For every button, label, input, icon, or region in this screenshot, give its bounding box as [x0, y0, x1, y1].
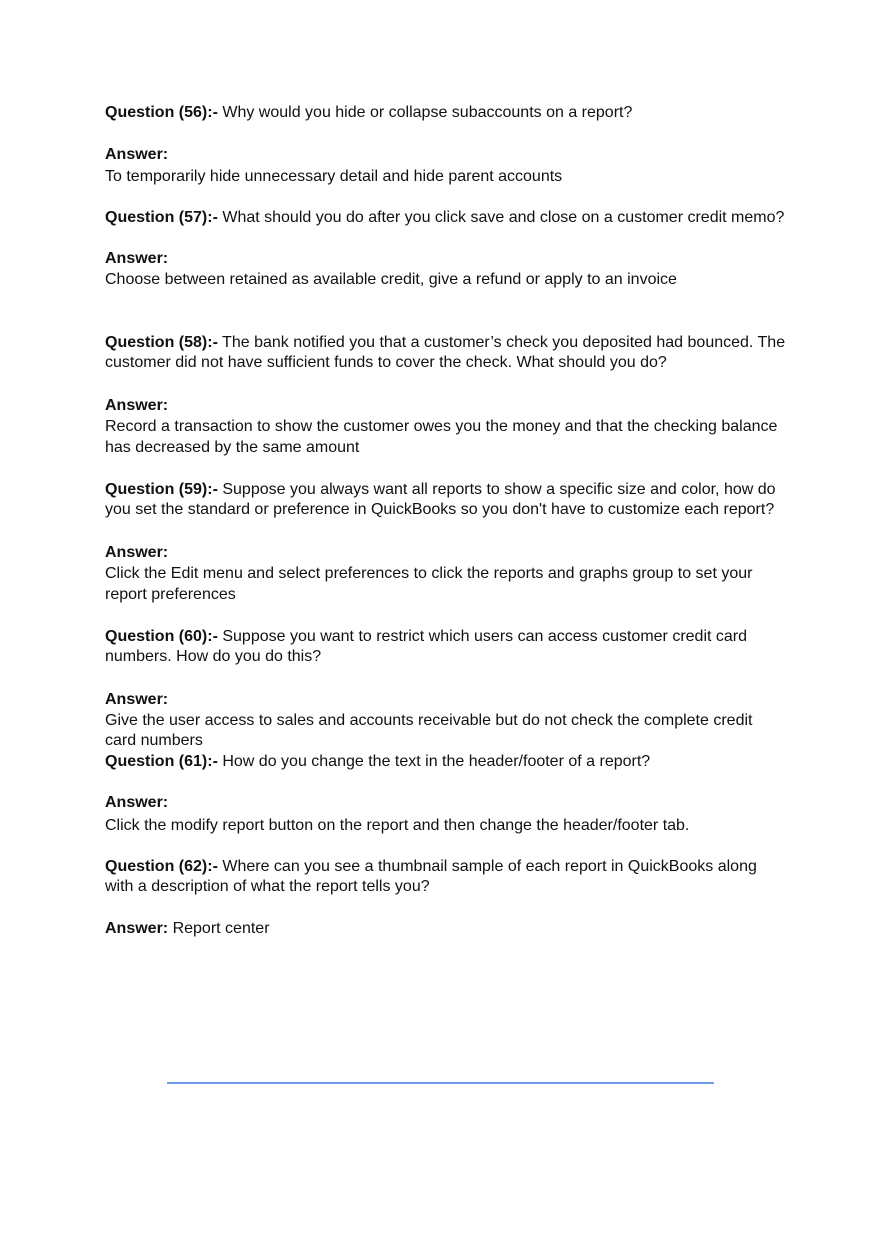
answer-61: Click the modify report button on the report and then change the header/footer tab. [105, 817, 690, 834]
question-58-cont: customer did not have sufficient funds to cover the check. What should you do? [105, 354, 667, 371]
answer-label: Answer: [105, 250, 169, 267]
question-text: How do you change the text in the header/footer of a report? [222, 753, 651, 770]
question-57 [105, 207, 784, 228]
question-text: What should you do after you click save and close on a customer credit memo? [222, 209, 785, 226]
question-label: Question (62):- [105, 858, 218, 875]
question-label: Question (57):- [105, 209, 218, 226]
question-text: The bank notified you that a customer’s check you deposited had bounced. The [222, 334, 786, 351]
answer-62 [105, 918, 270, 939]
question-text: Suppose you always want all reports to show a specific size and color, how do [222, 481, 776, 498]
question-62-cont: with a description of what the report tells you? [105, 878, 430, 895]
question-text: Suppose you want to restrict which users can access customer credit card [222, 628, 748, 645]
answer-56: To temporarily hide unnecessary detail and hide parent accounts [105, 168, 563, 185]
answer-label: Answer: [105, 794, 169, 811]
question-61 [105, 751, 650, 772]
question-text: Why would you hide or collapse subaccounts on a report? [222, 104, 633, 121]
answer-58: Record a transaction to show the customer owes you the money and that the checking balance [105, 418, 778, 435]
question-label: Question (58):- [105, 334, 218, 351]
answer-label: Answer: [105, 544, 169, 561]
answer-60-cont: card numbers [105, 732, 203, 749]
answer-59-cont: report preferences [105, 586, 236, 603]
question-59 [105, 479, 776, 500]
answer-58-cont: has decreased by the same amount [105, 439, 360, 456]
question-text: Where can you see a thumbnail sample of each report in QuickBooks along [222, 858, 757, 875]
question-label: Question (59):- [105, 481, 218, 498]
answer-label: Answer: [105, 146, 169, 163]
question-label: Question (60):- [105, 628, 218, 645]
answer-text: Report center [172, 920, 270, 937]
question-59-cont: you set the standard or preference in QuickBooks so you don't have to customize each report? [105, 501, 775, 518]
question-62 [105, 856, 757, 877]
answer-label: Answer: [105, 691, 169, 708]
question-label: Question (56):- [105, 104, 218, 121]
question-60-cont: numbers. How do you do this? [105, 648, 322, 665]
answer-60: Give the user access to sales and accounts receivable but do not check the complete credit [105, 712, 753, 729]
question-label: Question (61):- [105, 753, 218, 770]
question-56 [105, 102, 632, 123]
answer-59: Click the Edit menu and select preferences to click the reports and graphs group to set your [105, 565, 753, 582]
answer-label: Answer: [105, 920, 169, 937]
answer-label: Answer: [105, 397, 169, 414]
footer-rule [167, 1082, 714, 1084]
question-60 [105, 626, 747, 647]
question-58 [105, 332, 785, 353]
answer-57: Choose between retained as available credit, give a refund or apply to an invoice [105, 271, 677, 288]
